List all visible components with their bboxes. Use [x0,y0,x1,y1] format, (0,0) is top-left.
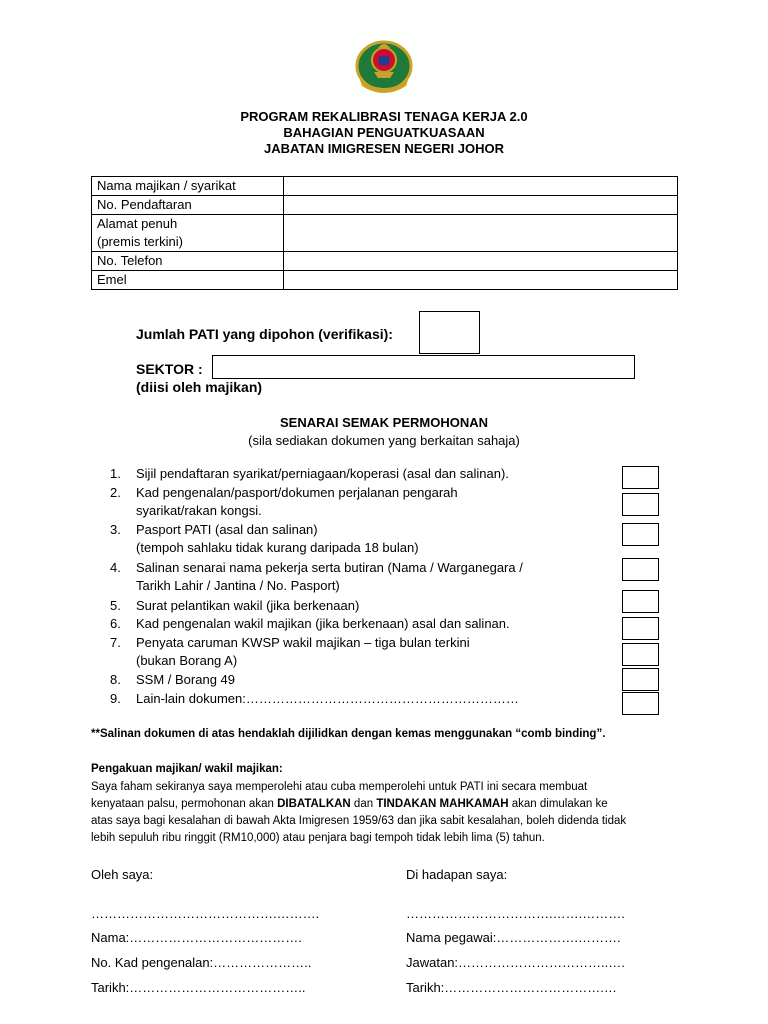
item-number: 8. [110,672,121,687]
item-text: SSM / Borang 49 [136,672,235,687]
checklist-item-7 [110,634,470,668]
checklist-item-1 [110,465,509,483]
pengakuan-line-2 [91,796,691,813]
immigration-crest-logo [352,38,416,94]
label-emel: Emel [92,271,284,290]
table-row [92,252,678,271]
item-text: Kad pengenalan wakil majikan (jika berkenaan) asal dan salinan. [136,616,510,631]
sektor-label: SEKTOR : [136,361,203,377]
checkbox-item-8[interactable] [622,668,659,691]
label-no-pendaftaran: No. Pendaftaran [92,196,284,215]
checklist-item-4 [110,559,523,593]
header-line-1: PROGRAM REKALIBRASI TENAGA KERJA 2.0 [240,109,528,124]
pengakuan-line-4: lebih sepuluh ribu ringgit (RM10,000) atau penjara bagi tempoh tidak lebih lima (5) tahun. [91,832,545,844]
ic-number-field[interactable]: No. Kad pengenalan:………………….. [91,955,312,970]
item-text: Lain-lain dokumen:……………………………………………………… [136,691,519,706]
label-nama-majikan: Nama majikan / syarikat [92,177,284,196]
label-alamat-line1: Alamat penuh [97,216,178,231]
checkbox-item-2[interactable] [622,493,659,516]
field-no-pendaftaran[interactable] [284,196,678,215]
checkbox-item-5[interactable] [622,590,659,613]
item-text-block [136,634,616,670]
item-number: 5. [110,598,121,613]
tarikh-field-left[interactable]: Tarikh:………………………………….. [91,980,306,995]
table-row [92,196,678,215]
nama-pegawai-field[interactable]: Nama pegawai:……………….………. [406,930,621,945]
item-text-cont: (bukan Borang A) [136,653,238,668]
table-row [92,215,678,252]
item-text-block [136,559,616,595]
signature-line-right[interactable]: …………………………….…….………. [406,906,625,921]
item-text-block [136,484,616,520]
jawatan-field[interactable]: Jawatan:……………………………..…. [406,955,625,970]
item-number: 9. [110,691,121,706]
item-number: 4. [110,560,121,575]
di-hadapan-saya-heading: Di hadapan saya: [406,867,508,882]
checklist-subtitle: (sila sediakan dokumen yang berkaitan sahaja) [248,433,520,448]
table-row [92,177,678,196]
item-text-cont: (tempoh sahlaku tidak kurang daripada 18 bulan) [136,540,419,555]
field-no-telefon[interactable] [284,252,678,271]
pengakuan-line-1: Saya faham sekiranya saya memperolehi atau cuba memperolehi untuk PATI ini secara membuat [91,781,588,793]
pengakuan-heading: Pengakuan majikan/ wakil majikan: [91,763,283,775]
label-alamat-line2: (premis terkini) [97,234,183,249]
item-text: Kad pengenalan/pasport/dokumen perjalanan pengarah [136,485,458,500]
field-emel[interactable] [284,271,678,290]
pengakuan-line-3: atas saya bagi kesalahan di bawah Akta Imigresen 1959/63 dan jika sabit kesalahan, boleh didenda tidak [91,815,627,827]
checkbox-item-9[interactable] [622,692,659,715]
pengakuan-line-2-e: akan dimulakan ke [508,798,608,810]
checklist-title: SENARAI SEMAK PERMOHONAN [279,415,488,430]
item-number: 1. [110,466,121,481]
label-no-telefon: No. Telefon [92,252,284,271]
item-number: 3. [110,522,121,537]
pengakuan-line-2-a: kenyataan palsu, permohonan akan [91,798,278,810]
binding-note: **Salinan dokumen di atas hendaklah dijilidkan dengan kemas menggunakan “comb binding”. [91,728,606,740]
pengakuan-body [91,779,691,847]
checkbox-item-7[interactable] [622,643,659,666]
tarikh-field-right[interactable]: Tarikh:……………………………….… [406,980,617,995]
checklist-item-8 [110,671,235,689]
item-text: Pasport PATI (asal dan salinan) [136,522,318,537]
checklist-item-6 [110,615,510,633]
item-text: Surat pelantikan wakil (jika berkenaan) [136,598,360,613]
checkbox-item-4[interactable] [622,558,659,581]
checkbox-item-1[interactable] [622,466,659,489]
oleh-saya-heading: Oleh saya: [91,867,154,882]
pengakuan-tindakan-mahkamah: TINDAKAN MAHKAMAH [376,798,509,810]
item-number: 6. [110,616,121,631]
field-alamat[interactable] [284,215,678,252]
checklist-item-2 [110,484,458,518]
header-line-3: JABATAN IMIGRESEN NEGERI JOHOR [263,141,505,156]
checklist-item-3 [110,521,419,555]
checklist-item-9 [110,690,519,708]
item-text-block [136,521,616,557]
nama-field[interactable]: Nama:…………………………………. [91,930,302,945]
employer-info-table [91,176,678,290]
item-text: Sijil pendaftaran syarikat/perniagaan/koperasi (asal dan salinan). [136,466,509,481]
label-alamat [92,215,284,252]
jumlah-pati-label: Jumlah PATI yang dipohon (verifikasi): [136,326,393,342]
field-nama-majikan[interactable] [284,177,678,196]
sektor-field[interactable] [212,355,635,379]
item-text: Salinan senarai nama pekerja serta butiran (Nama / Warganegara / [136,560,523,575]
checkbox-item-6[interactable] [622,617,659,640]
signature-line-left[interactable]: …………………………………….………. [91,906,320,921]
header-line-2: BAHAGIAN PENGUATKUASAAN [283,125,485,140]
table-row [92,271,678,290]
pengakuan-dibatalkan: DIBATALKAN [277,798,351,810]
item-text-cont: Tarikh Lahir / Jantina / No. Pasport) [136,578,340,593]
pengakuan-line-2-c: dan [350,798,377,810]
sektor-note: (diisi oleh majikan) [136,379,263,395]
item-number: 7. [110,635,121,650]
item-text: Penyata caruman KWSP wakil majikan – tiga bulan terkini [136,635,470,650]
checkbox-item-3[interactable] [622,523,659,546]
jumlah-pati-box[interactable] [419,311,480,354]
checklist-item-5 [110,597,360,615]
item-number: 2. [110,485,121,500]
item-text-cont: syarikat/rakan kongsi. [136,503,262,518]
